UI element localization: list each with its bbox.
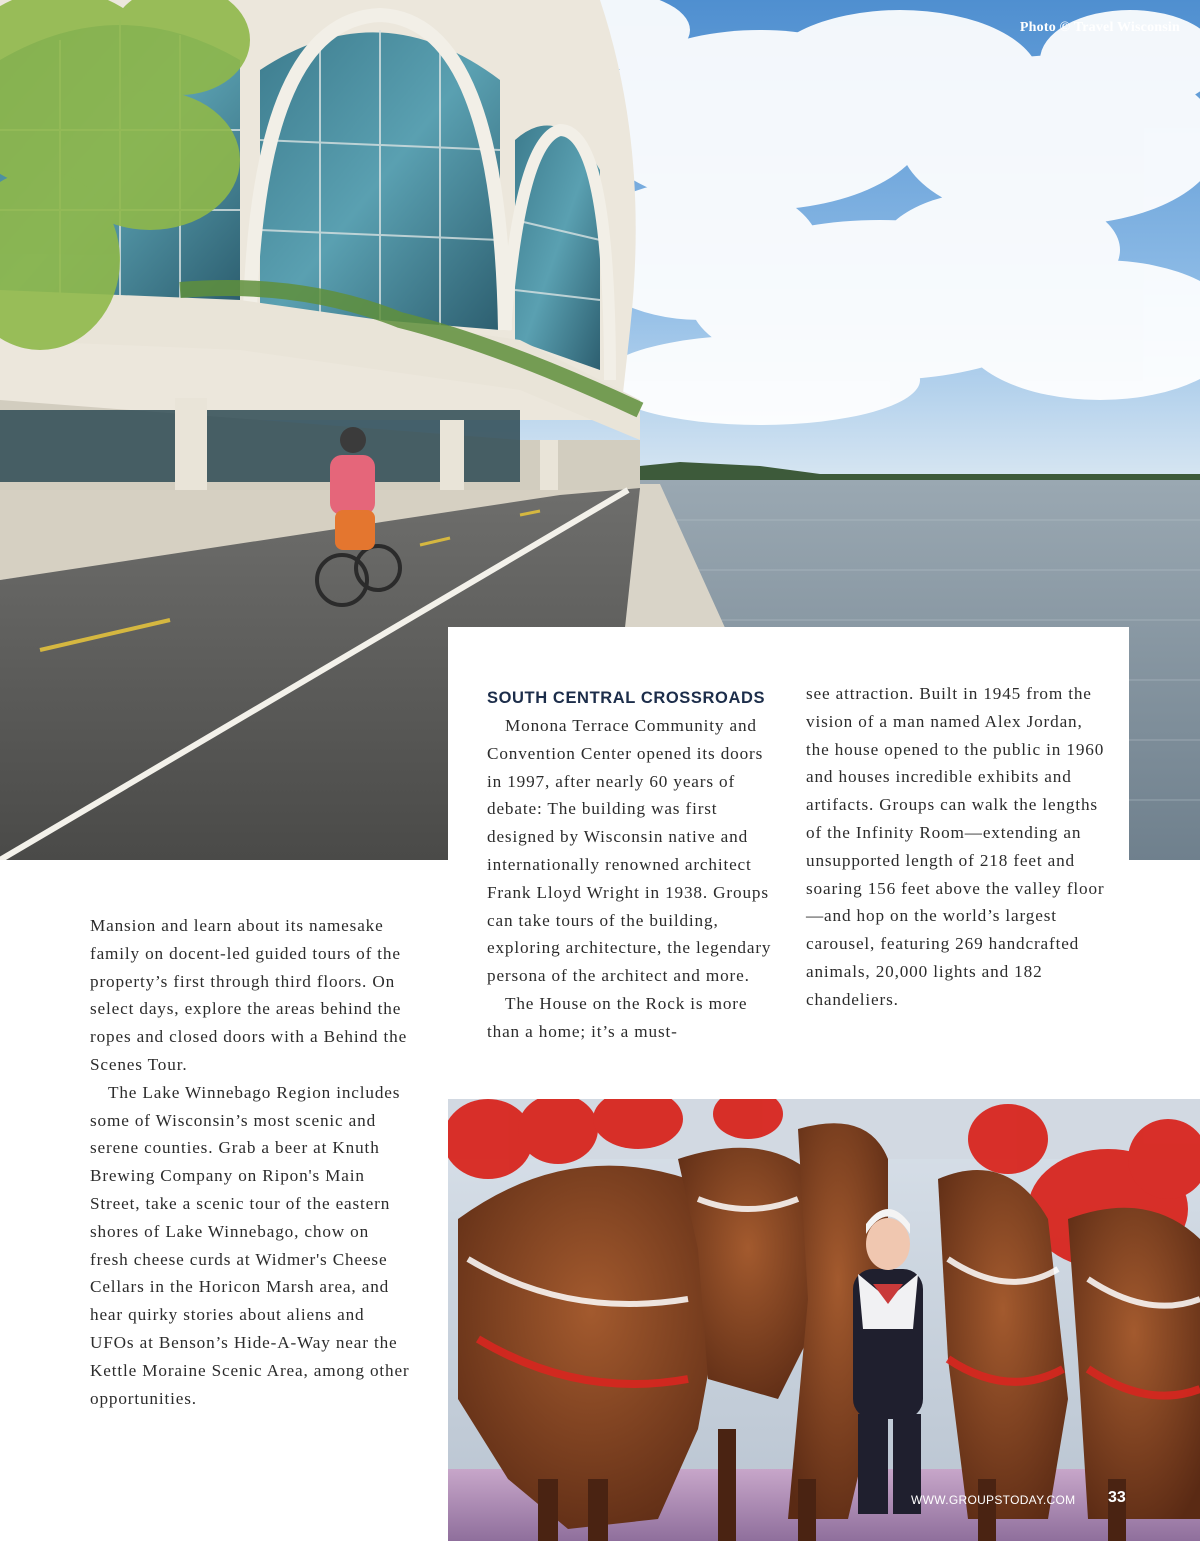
paragraph: The Lake Winnebago Region includes some of Wisconsin’s most scenic and serene counties. Grab a beer at Knuth Brewing Company on Ripon's Main Street, take a scenic tour of the eastern shores of Lake Winnebago, chow on fresh cheese curds at Widmer's Cheese Cellars in the Horicon Marsh area, and hear quirky stories about aliens and UFOs at Benson’s Hide-A-Way near the Kettle Moraine Scenic Area, among other opportunities.	[90, 1082, 410, 1408]
paragraph: Mansion and learn about its namesake family on docent-led guided tours of the property’s first through third floors. On select days, explore the areas behind the ropes and closed doors with a Behind the Scenes Tour.	[90, 916, 408, 1074]
photo-credit: Photo © Travel Wisconsin	[1019, 20, 1180, 35]
paragraph: The House on the Rock is more than a home; it’s a must-	[487, 993, 748, 1041]
page-number: 33	[1108, 1489, 1126, 1506]
article-column-middle	[487, 685, 772, 1046]
horses-performer-photo	[448, 1099, 1200, 1541]
article-column-left	[90, 912, 412, 1412]
article-column-right	[806, 680, 1106, 1014]
paragraph: see attraction. Built in 1945 from the vision of a man named Alex Jordan, the house opened to the public in 1960 and houses incredible exhibits and artifacts. Groups can walk the lengths of the Infinity Room—extending an unsupported length of 218 feet and soaring 156 feet above the valley floor—and hop on the world’s largest carousel, featuring 269 handcrafted animals, 20,000 lights and 182 chandeliers.	[806, 684, 1105, 1009]
footer-url: WWW.GROUPSTODAY.COM	[911, 1493, 1076, 1507]
section-heading: SOUTH CENTRAL CROSSROADS	[487, 689, 766, 707]
paragraph: Monona Terrace Community and Convention Center opened its doors in 1997, after nearly 60 years of debate: The building was first designed by Wisconsin native and internationally renowned architect Frank Lloyd Wright in 1938. Groups can take tours of the building, exploring architecture, the legendary persona of the architect and more.	[487, 716, 772, 986]
